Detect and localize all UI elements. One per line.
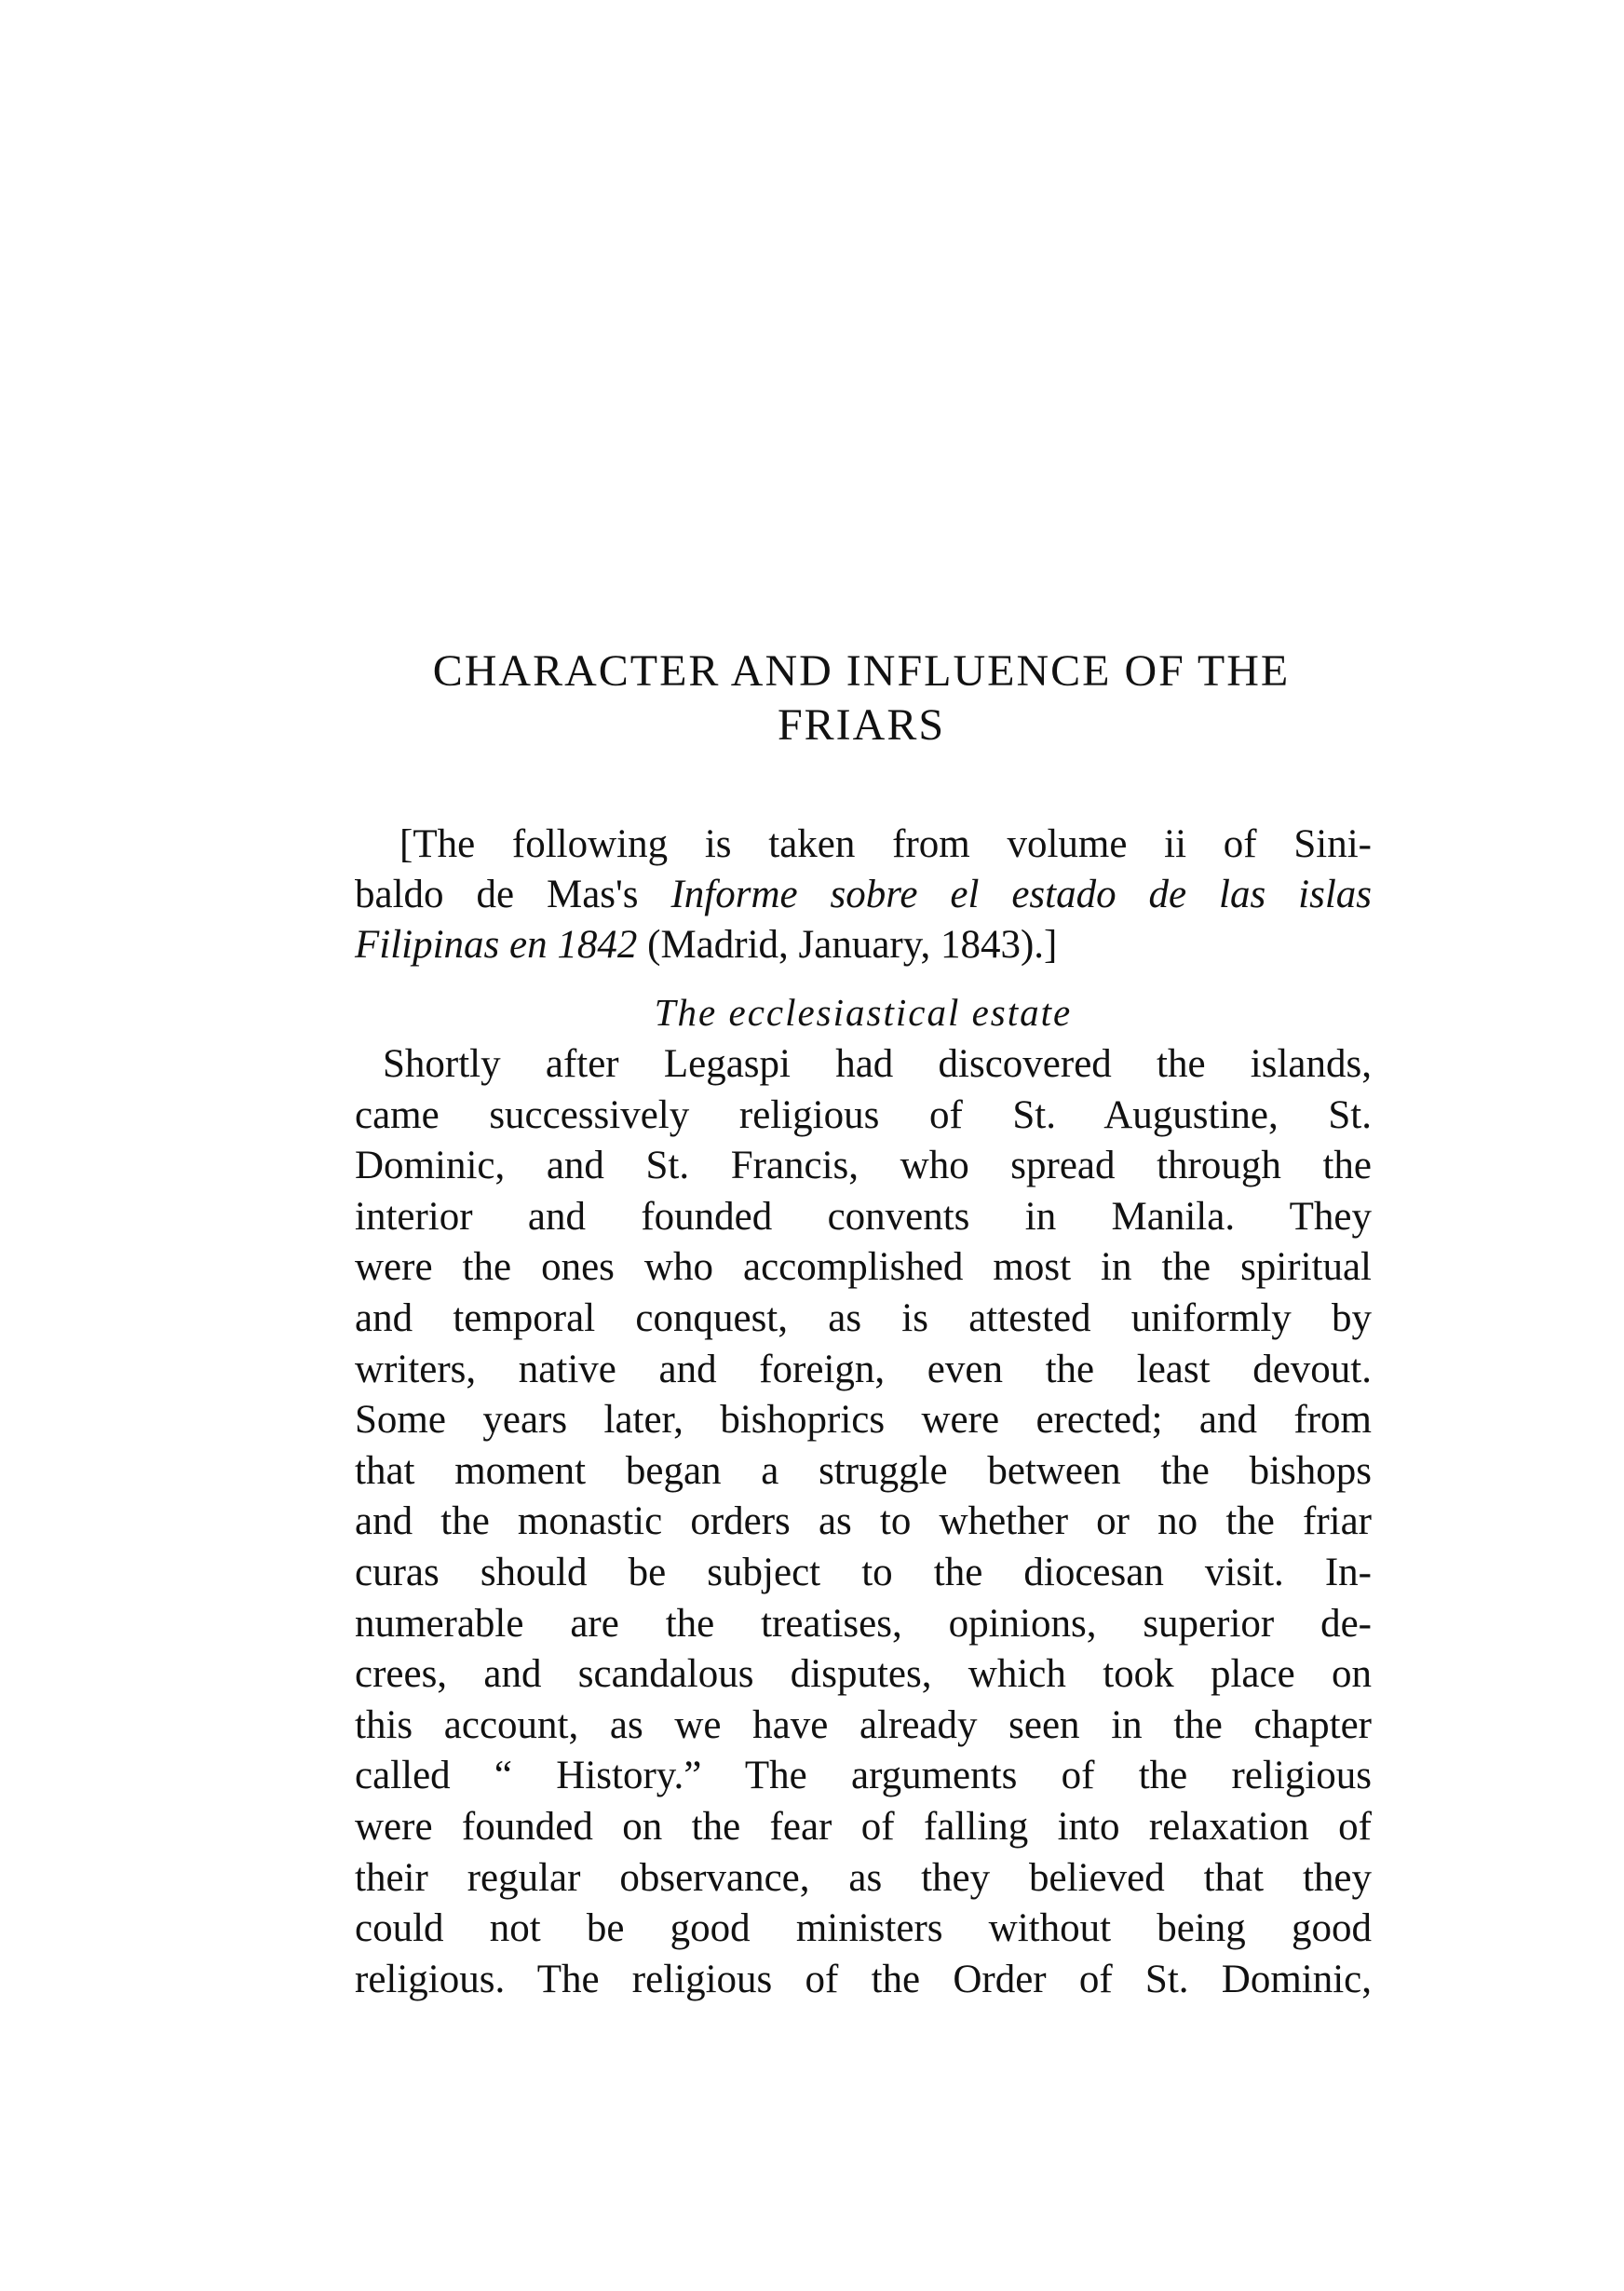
body-line: curas should be subject to the diocesan visit. In- [355, 1550, 1372, 1594]
body-line: interior and founded convents in Manila. They [355, 1194, 1372, 1239]
body-line: writers, native and foreign, even the least devout. [355, 1347, 1372, 1391]
intro-line-3 [355, 920, 1372, 970]
body-line: that moment began a struggle between the bishops [355, 1448, 1372, 1493]
book-title-part-2: Filipinas en 1842 [355, 923, 638, 967]
body-line: were the ones who accomplished most in the spiritual [355, 1245, 1372, 1290]
chapter-title-line-1: CHARACTER AND INFLUENCE OF THE [432, 646, 1291, 696]
body-line: numerable are the treatises, opinions, superior de- [355, 1601, 1372, 1646]
book-title-part-1: Informe sobre el estado de las islas [670, 873, 1373, 916]
intro-line-3-text: (Madrid, January, 1843).] [637, 923, 1058, 967]
body-line: and the monastic orders as to whether or no the friar [355, 1499, 1372, 1544]
body-line: Some years later, bishoprics were erected; and from [355, 1398, 1372, 1443]
chapter-title-line-2: FRIARS [777, 700, 946, 750]
body-paragraph [355, 1039, 1372, 2005]
intro-line-2-text: baldo de Mas's [355, 873, 671, 916]
intro-line-1: [The following is taken from volume ii of Sini- [399, 822, 1372, 866]
intro-note [355, 820, 1372, 970]
intro-line-2 [355, 870, 1372, 920]
body-line: crees, and scandalous disputes, which took place on [355, 1652, 1372, 1697]
body-line: called “ History.” The arguments of the religious [355, 1754, 1372, 1798]
body-line: Dominic, and St. Francis, who spread through the [355, 1144, 1372, 1188]
body-line: could not be good ministers without being good [355, 1906, 1372, 1951]
chapter-title [354, 644, 1369, 752]
body-line: this account, as we have already seen in the chapter [355, 1702, 1372, 1747]
body-line: their regular observance, as they believed that they [355, 1855, 1372, 1900]
body-line: religious. The religious of the Order of St. Dominic, [355, 1957, 1372, 2001]
body-line: and temporal conquest, as is attested uniformly by [355, 1295, 1372, 1340]
section-title: The ecclesiastical estate [654, 991, 1073, 1034]
body-line: came successively religious of St. Augustine, St. [355, 1092, 1372, 1137]
body-line: were founded on the fear of falling into relaxation of [355, 1804, 1372, 1849]
body-line: Shortly after Legaspi had discovered the islands, [383, 1042, 1372, 1086]
